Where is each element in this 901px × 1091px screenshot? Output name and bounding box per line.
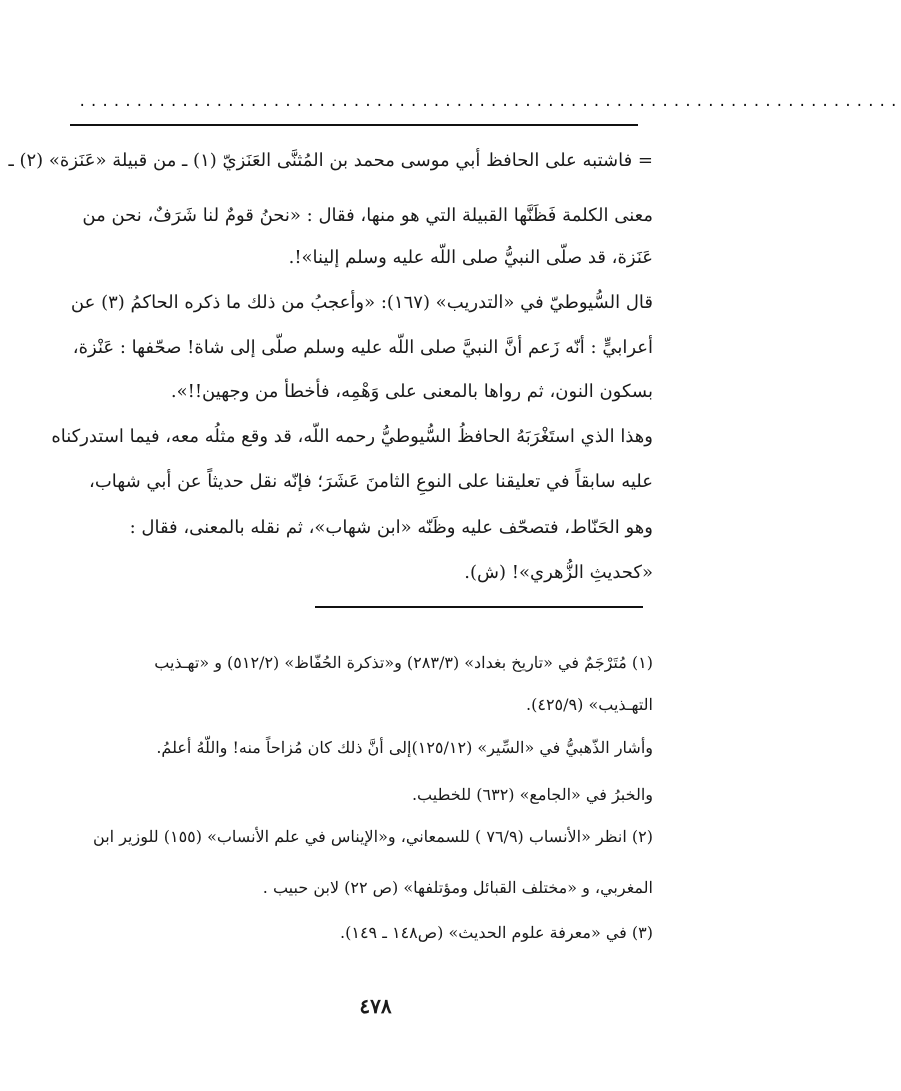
top-rule (70, 124, 638, 126)
footnote-line-1: (١) مُتَرْجَمٌ في «تاريخ بغداد» (٢٨٣/٣) و«تذكرة الحُفّاظ» (٥١٢/٢) و «تهـذيب (154, 653, 653, 672)
footnote-line-5: (٢) انظر «الأنساب (٧٦/٩ ) للسمعاني، و«الإيناس في علم الأنساب» (١٥٥) للوزير ابن (93, 827, 653, 846)
main-line-6: بسكون النون، ثم رواها بالمعنى على وَهْمِه، فأخطأ من وجهين!!». (170, 381, 653, 402)
footnote-line-7: (٣) في «معرفة علوم الحديث» (ص١٤٨ ـ ١٤٩). (340, 923, 653, 942)
page-number: ٤٧٨ (359, 994, 392, 1018)
footnote-line-3: وأشار الذّهبيُّ في «السِّير» (١٢٥/١٢)إلى أنَّ ذلك كان مُزاحاً منه! واللّهُ أعلمُ. (156, 738, 653, 757)
main-line-7: وهذا الذي استَغْرَبَهُ الحافظُ السُّيوطيُّ رحمه اللّه، قد وقع مثلُه معه، فيما استدركناه (51, 426, 653, 447)
dotted-separator: ........................................................................ (78, 94, 901, 110)
main-line-9: وهو الحَنّاط، فتصحّف عليه وظَنّه «ابن شهاب»، ثم نقله بالمعنى، فقال : (129, 517, 653, 538)
footnote-rule (315, 606, 643, 608)
main-line-4: قال السُّيوطيّ في «التدريب» (١٦٧): «وأعجبُ من ذلك ما ذكره الحاكمُ (٣) عن (70, 292, 653, 313)
main-line-8: عليه سابقاً في تعليقنا على النوعِ الثامنَ عَشَرَ؛ فإنّه نقل حديثاً عن أبي شهاب، (89, 471, 653, 492)
main-line-10: «كحديثِ الزُّهري»! (ش). (464, 562, 653, 583)
footnote-line-4: والخبرُ في «الجامع» (٦٣٢) للخطيب. (411, 785, 653, 804)
footnote-line-6: المغربي، و «مختلف القبائل ومؤتلفها» (ص ٢٢) لابن حبيب . (262, 878, 653, 897)
main-line-3: عَنَزة، قد صلّى النبيُّ صلى اللّه عليه وسلم إلينا»!. (288, 247, 653, 268)
main-line-1: = فاشتبه على الحافظ أبي موسى محمد بن المُثنَّى العَنَزيّ (١) ـ من قبيلة «عَنَزة» (٢) ـ (8, 150, 653, 171)
main-line-2: معنى الكلمة فَظَنَّها القبيلة التي هو منها، فقال : «نحنُ قومٌ لنا شَرَفٌ، نحن من (82, 205, 653, 226)
main-line-5: أعرابيٍّ : أنّه زَعم أنَّ النبيَّ صلى اللّه عليه وسلم صلّى إلى شاة! صحّفها : عَنْزة، (72, 337, 653, 358)
footnote-line-2: التهـذيب» (٤٢٥/٩). (526, 695, 653, 714)
